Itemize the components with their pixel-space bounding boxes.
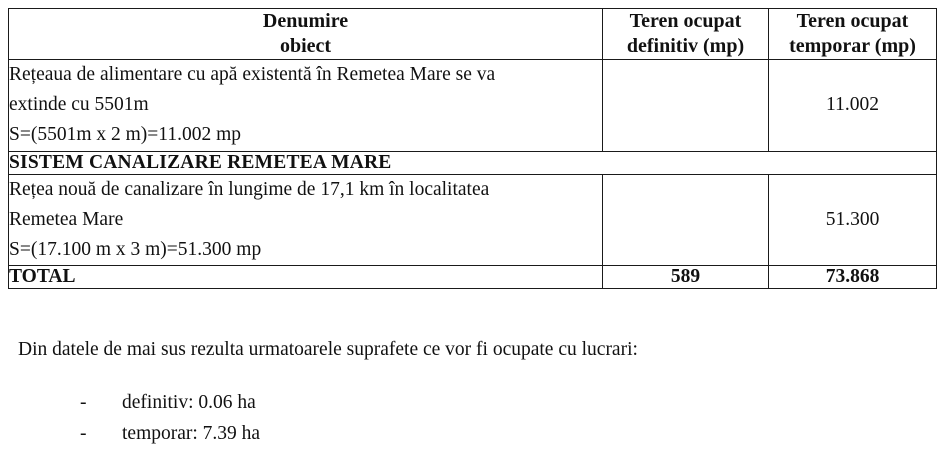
total-definitiv-value: 589 bbox=[603, 266, 769, 289]
list-item bbox=[80, 387, 934, 418]
column-header-temporar-line2: temporar (mp) bbox=[789, 35, 916, 57]
section-title: SISTEM CANALIZARE REMETEA MARE bbox=[9, 151, 937, 174]
table-row bbox=[9, 174, 937, 266]
row-description-line: extinde cu 5501m bbox=[9, 94, 149, 116]
column-header-temporar-line1: Teren ocupat bbox=[796, 10, 909, 32]
list-item-dash: - bbox=[80, 391, 87, 413]
table-row bbox=[9, 60, 937, 152]
list-item-dash: - bbox=[80, 422, 87, 444]
row-temporar-value: 51.300 bbox=[769, 174, 937, 266]
row-description-line: Remetea Mare bbox=[9, 208, 124, 230]
column-header-name-line2: obiect bbox=[279, 35, 332, 57]
column-header-name-line1: Denumire bbox=[262, 10, 349, 32]
row-description bbox=[9, 174, 603, 266]
land-occupation-table bbox=[8, 8, 937, 289]
row-description-line: Rețeaua de alimentare cu apă existentă în Remetea Mare se va bbox=[9, 64, 496, 85]
row-definitiv-value bbox=[603, 60, 769, 152]
row-description-line: Rețea nouă de canalizare în lungime de 17,1 km în localitatea bbox=[9, 178, 490, 200]
row-temporar-value: 11.002 bbox=[769, 60, 937, 152]
table-total-row bbox=[9, 266, 937, 289]
column-header-definitiv bbox=[603, 9, 769, 60]
list-item bbox=[80, 418, 934, 449]
table-header-row bbox=[9, 9, 937, 60]
column-header-definitiv-line2: definitiv (mp) bbox=[626, 35, 745, 57]
row-description bbox=[9, 60, 603, 152]
total-temporar-value: 73.868 bbox=[769, 266, 937, 289]
row-description-line: S=(5501m x 2 m)=11.002 mp bbox=[9, 124, 241, 146]
row-definitiv-value bbox=[603, 174, 769, 266]
row-description-line: S=(17.100 m x 3 m)=51.300 mp bbox=[9, 239, 262, 261]
summary-paragraph: Din datele de mai sus rezulta urmatoarele suprafete ce vor fi ocupate cu lucrari: bbox=[18, 339, 638, 361]
list-item-label: definitiv: 0.06 ha bbox=[122, 391, 256, 413]
total-label: TOTAL bbox=[9, 266, 603, 289]
column-header-name bbox=[9, 9, 603, 60]
column-header-temporar bbox=[769, 9, 937, 60]
list-item-label: temporar: 7.39 ha bbox=[122, 422, 261, 444]
table-section-row bbox=[9, 151, 937, 174]
column-header-definitiv-line1: Teren ocupat bbox=[629, 10, 742, 32]
summary-list bbox=[6, 387, 934, 449]
